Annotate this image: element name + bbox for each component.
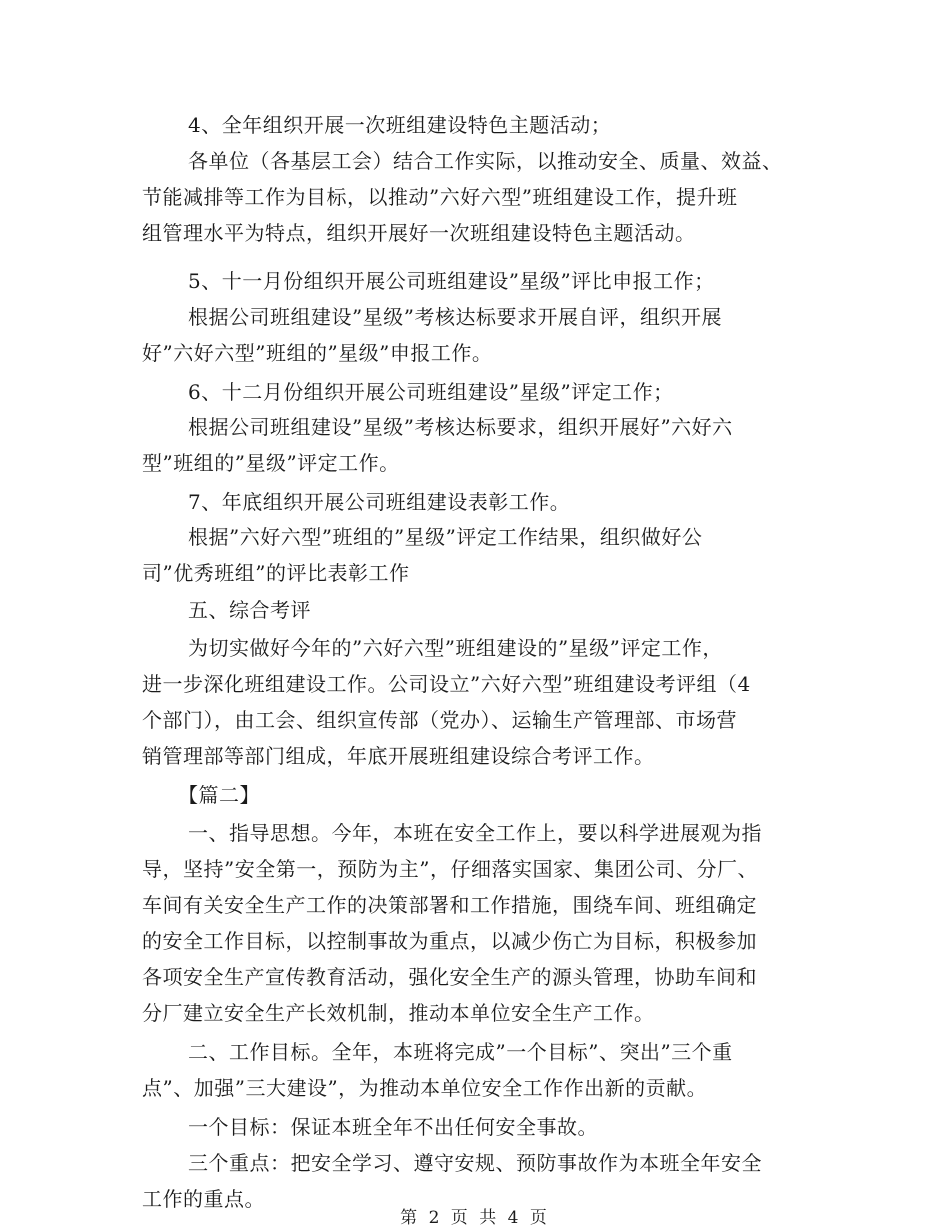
- paragraph-line: 导，坚持”安全第一，预防为主”，仔细落实国家、集团公司、分厂、: [142, 857, 758, 881]
- paragraph-line: 一个目标：保证本班全年不出任何安全事故。: [188, 1115, 598, 1139]
- paragraph-line: 车间有关安全生产工作的决策部署和工作措施，围绕车间、班组确定: [142, 893, 757, 917]
- section-heading: 五、综合考评: [188, 598, 311, 622]
- paragraph-line: 二、工作目标。全年，本班将完成”一个目标”、突出”三个重: [188, 1040, 733, 1064]
- paragraph-line: 的安全工作目标，以控制事故为重点，以减少伤亡为目标，积极参加: [142, 929, 757, 953]
- list-item-5: 5、十一月份组织开展公司班组建设”星级”评比申报工作；: [188, 269, 715, 293]
- paragraph-line: 工作的重点。: [142, 1187, 265, 1211]
- paragraph-line: 根据公司班组建设”星级”考核达标要求，组织开展好”六好六: [188, 415, 733, 439]
- paragraph-line: 进一步深化班组建设工作。公司设立”六好六型”班组建设考评组（4: [142, 672, 751, 696]
- paragraph-line: 三个重点：把安全学习、遵守安规、预防事故作为本班全年安全: [188, 1151, 762, 1175]
- paragraph-line: 组管理水平为特点，组织开展好一次班组建设特色主题活动。: [142, 221, 696, 245]
- paragraph-line: 个部门），由工会、组织宣传部（党办）、运输生产管理部、市场营: [142, 708, 737, 732]
- chapter-heading: 【篇二】: [178, 783, 260, 807]
- list-item-4: 4、全年组织开展一次班组建设特色主题活动；: [188, 113, 612, 137]
- paragraph-line: 销管理部等部门组成，年底开展班组建设综合考评工作。: [142, 744, 655, 768]
- page-number-footer: 第 2 页 共 4 页: [400, 1208, 550, 1228]
- paragraph-line: 根据”六好六型”班组的”星级”评定工作结果，组织做好公: [188, 525, 703, 549]
- paragraph-line: 一、指导思想。今年，本班在安全工作上，要以科学进展观为指: [188, 821, 762, 845]
- paragraph-line: 根据公司班组建设”星级”考核达标要求开展自评，组织开展: [188, 305, 722, 329]
- paragraph-line: 分厂建立安全生产长效机制，推动本单位安全生产工作。: [142, 1001, 655, 1025]
- paragraph-line: 型”班组的”星级”评定工作。: [142, 451, 400, 475]
- paragraph-line: 为切实做好今年的”六好六型”班组建设的”星级”评定工作，: [188, 636, 723, 660]
- paragraph-line: 点”、加强”三大建设”，为推动本单位安全工作作出新的贡献。: [142, 1076, 708, 1100]
- list-item-7: 7、年底组织开展公司班组建设表彰工作。: [188, 490, 571, 514]
- paragraph-line: 好”六好六型”班组的”星级”申报工作。: [142, 341, 493, 365]
- paragraph-line: 各单位（各基层工会）结合工作实际，以推动安全、质量、效益、: [188, 149, 783, 173]
- paragraph-line: 节能减排等工作为目标，以推动”六好六型”班组建设工作，提升班: [142, 185, 738, 209]
- paragraph-line: 各项安全生产宣传教育活动，强化安全生产的源头管理，协助车间和: [142, 965, 757, 989]
- paragraph-line: 司”优秀班组”的评比表彰工作: [142, 561, 410, 585]
- list-item-6: 6、十二月份组织开展公司班组建设”星级”评定工作；: [188, 380, 674, 404]
